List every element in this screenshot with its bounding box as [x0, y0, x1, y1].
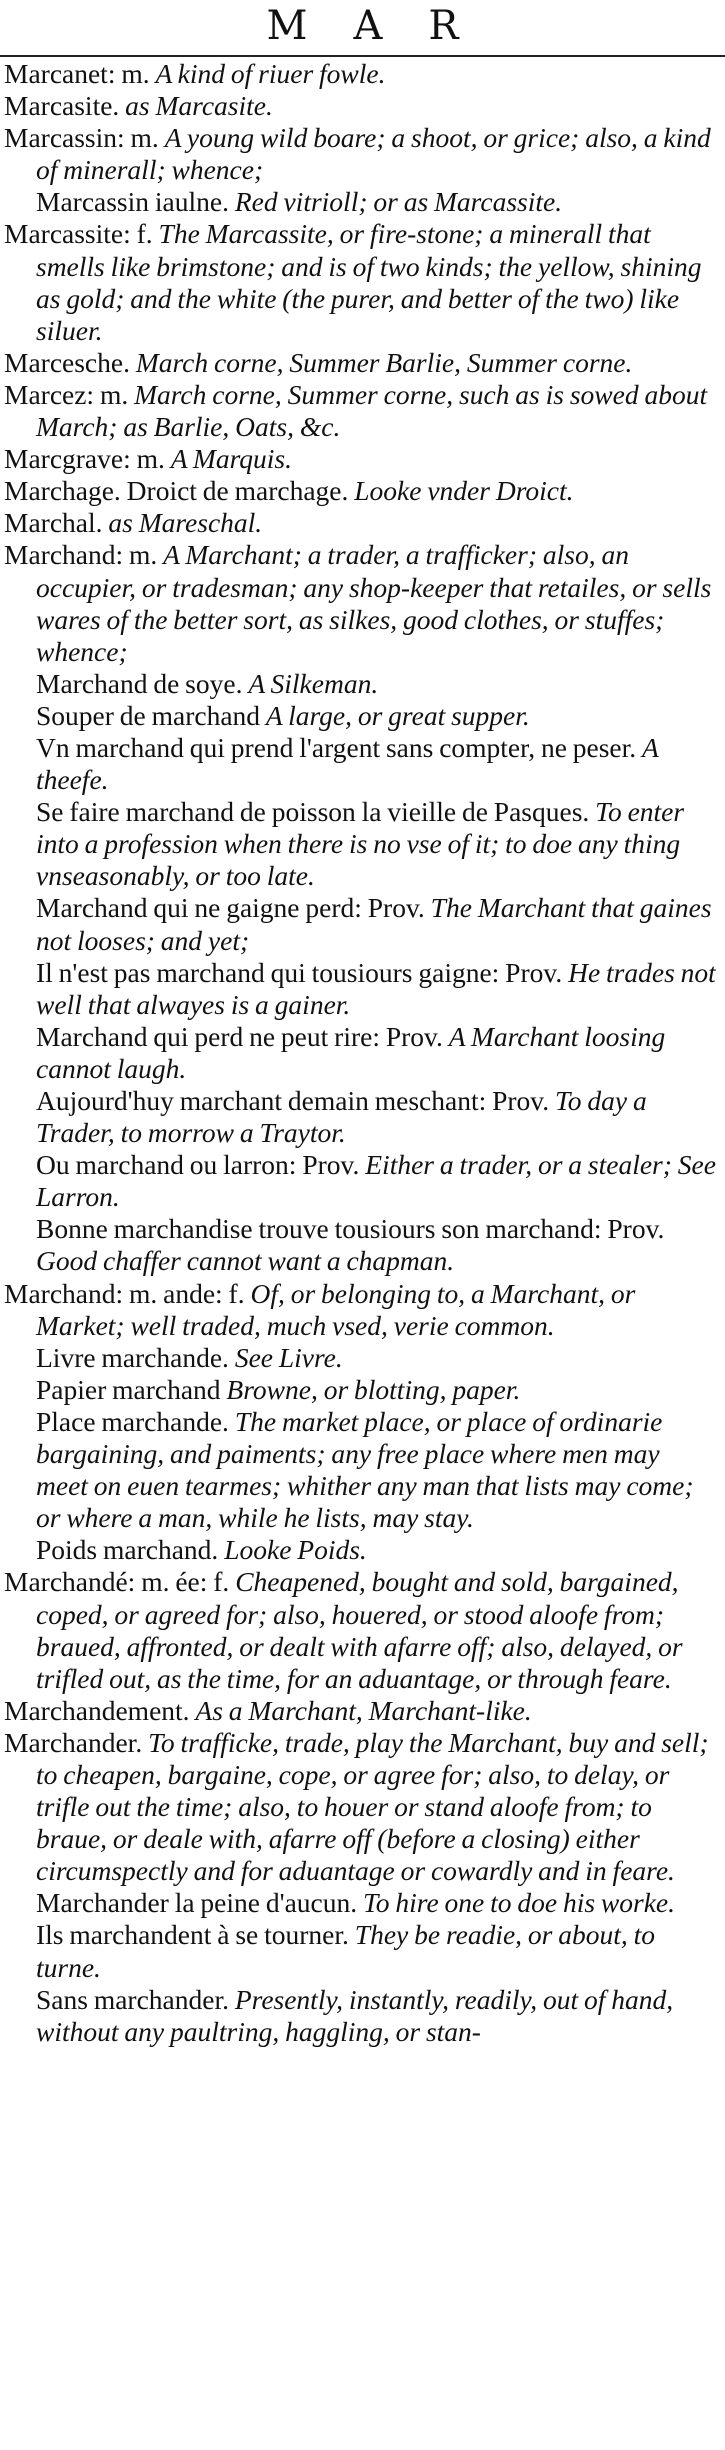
- headword: Papier marchand: [36, 1373, 227, 1405]
- sub-entry: [4, 1213, 716, 1277]
- headword: Marchandement.: [4, 1694, 196, 1726]
- definition: To hire one to doe his worke.: [362, 1887, 676, 1919]
- definition: A kind of riuer fowle.: [155, 58, 386, 89]
- headword: Marcgrave: m.: [4, 443, 171, 475]
- dictionary-entry: [4, 1278, 716, 1342]
- headword: Vn marchand qui prend l'argent sans compter, ne peser.: [36, 731, 643, 763]
- definition: Of, or belonging to, a Marchant, or Market; well traded, much vsed, verie common.: [36, 1277, 636, 1341]
- definition: as Marcasite.: [125, 90, 273, 122]
- definition: As a Marchant, Marchant-like.: [195, 1694, 532, 1726]
- headword: Il n'est pas marchand qui tousiours gaigne: Prov.: [36, 956, 569, 988]
- dictionary-entry: [4, 475, 716, 507]
- sub-entry: [4, 1374, 716, 1406]
- dictionary-entry: [4, 218, 716, 346]
- headword: Souper de marchand: [36, 699, 266, 731]
- headword: Marchander.: [4, 1726, 149, 1758]
- headword: Poids marchand.: [36, 1534, 225, 1566]
- definition: Red vitrioll; or as Marcassite.: [234, 186, 563, 218]
- headword: Marchand qui perd ne peut rire: Prov.: [36, 1020, 449, 1052]
- definition: Presently, instantly, readily, out of hand, without any paultring, haggling, or stan-: [36, 1983, 674, 2047]
- definition: A young wild boare; a shoot, or grice; also, a kind of minerall; whence;: [36, 122, 711, 186]
- headword: Ils marchandent à se tourner.: [36, 1919, 355, 1951]
- definition: as Mareschal.: [108, 507, 263, 539]
- sub-entry: [4, 957, 716, 1021]
- definition: A Marchant loosing cannot laugh.: [36, 1020, 666, 1084]
- definition: A Silkeman.: [248, 667, 379, 699]
- headword: Marchandé: m. ée: f.: [4, 1566, 236, 1598]
- sub-entry: [4, 1021, 716, 1085]
- definition: The market place, or place of ordinarie bargaining, and paiments; any free place where men may meet on euen tearmes; whither any man that lists may come; or where a man, while he lists, may stay.: [36, 1405, 694, 1534]
- headword: Marchal.: [4, 507, 109, 539]
- sub-entry: [4, 1534, 716, 1566]
- sub-entry: [4, 668, 716, 700]
- headword: Marchage. Droict de marchage.: [4, 475, 355, 507]
- definition: A Marchant; a trader, a trafficker; also, an occupier, or tradesman; any shop-keeper that retailes, or sells wares of the better sort, as silkes, good clothes, or stuffes; whence;: [36, 539, 712, 667]
- sub-entry: [4, 1406, 716, 1534]
- definition: A large, or great supper.: [265, 699, 530, 731]
- definition: To trafficke, trade, play the Marchant, buy and sell; to cheapen, bargaine, cope, or agree for; also, to delay, or trifle out the time; also, to houer or stand aloofe from; to braue, or deale with, afarre off (before a closing) either circumspectly and for aduantage or cowardly and in feare.: [36, 1726, 709, 1887]
- dictionary-entry: [4, 1695, 716, 1727]
- sub-entry: [4, 700, 716, 732]
- sub-entry: [4, 1085, 716, 1149]
- dictionary-entry: [4, 443, 716, 475]
- headword: Se faire marchand de poisson la vieille de Pasques.: [36, 796, 596, 828]
- headword: Bonne marchandise trouve tousiours son marchand: Prov.: [36, 1213, 665, 1245]
- headword: Sans marchander.: [36, 1983, 235, 2015]
- definition: Good chaffer cannot want a chapman.: [36, 1245, 455, 1277]
- sub-entry: [4, 1984, 716, 2048]
- sub-entry: [4, 732, 716, 796]
- dictionary-entry: [4, 539, 716, 667]
- sub-entry: [4, 1149, 716, 1213]
- sub-entry: [4, 796, 716, 892]
- dictionary-entry: [4, 1566, 716, 1694]
- headword: Marcez: m.: [4, 378, 135, 410]
- definition: To day a Trader, to morrow a Traytor.: [36, 1085, 647, 1149]
- headword: Marcassin: m.: [4, 122, 165, 154]
- definition: To enter into a profession when there is no vse of it; to doe any thing vnseasonably, or too late.: [36, 796, 685, 892]
- definition: The Marchant that gaines not looses; and yet;: [36, 892, 712, 956]
- headword: Marcanet: m.: [4, 58, 156, 89]
- headword: Aujourd'huy marchant demain meschant: Prov.: [36, 1085, 556, 1116]
- page-header: MAR: [266, 3, 505, 49]
- headword: Marchander la peine d'aucun.: [36, 1887, 363, 1919]
- definition: He trades not well that alwayes is a gainer.: [36, 956, 716, 1020]
- headword: Marcassite: f.: [4, 218, 159, 250]
- definition: March corne, Summer corne, such as is sowed about March; as Barlie, Oats, &c.: [36, 378, 708, 443]
- sub-entry: [4, 1887, 716, 1919]
- definition: A theefe.: [36, 731, 659, 796]
- headword: Marcesche.: [4, 346, 136, 378]
- dictionary-entry: [4, 507, 716, 539]
- sub-entry: [4, 186, 716, 218]
- dictionary-entry: [4, 347, 716, 379]
- headword: Marchand: m.: [4, 539, 164, 571]
- sub-entry: [4, 1342, 716, 1374]
- definition: Browne, or blotting, paper.: [226, 1373, 521, 1405]
- headword: Marchand: m. ande: f.: [4, 1277, 251, 1309]
- headword: Marcassin iaulne.: [36, 186, 235, 218]
- header-rule: [0, 55, 725, 57]
- definition: March corne, Summer Barlie, Summer corne.: [135, 346, 633, 378]
- sub-entry: [4, 892, 716, 956]
- dictionary-column: [4, 58, 716, 2448]
- dictionary-entry: [4, 379, 716, 443]
- headword: Place marchande.: [36, 1405, 235, 1437]
- headword: Marchand qui ne gaigne perd: Prov.: [36, 892, 431, 924]
- definition: Looke Poids.: [224, 1534, 367, 1566]
- definition: Looke vnder Droict.: [354, 475, 574, 507]
- headword: Marchand de soye.: [36, 667, 249, 699]
- sub-entry: [4, 1919, 716, 1983]
- dictionary-entry: [4, 90, 716, 122]
- dictionary-entry: [4, 58, 716, 90]
- dictionary-entry: [4, 1727, 716, 1887]
- definition: Cheapened, bought and sold, bargained, coped, or agreed for; also, houered, or stood aloofe from; braued, affronted, or dealt with afarre off; also, delayed, or trifled out, as the time, for an aduantage, or through feare.: [36, 1566, 683, 1694]
- definition: See Livre.: [234, 1341, 343, 1373]
- definition: They be readie, or about, to turne.: [36, 1919, 656, 1983]
- dictionary-entry: [4, 122, 716, 186]
- headword: Livre marchande.: [36, 1341, 235, 1373]
- definition: Either a trader, or a stealer; See Larron.: [36, 1149, 716, 1213]
- headword: Ou marchand ou larron: Prov.: [36, 1149, 366, 1181]
- definition: The Marcassite, or fire-stone; a minerall that smells like brimstone; and is of two kinds; the yellow, shining as gold; and the white (the purer, and better of the two) like siluer.: [36, 218, 702, 346]
- definition: A Marquis.: [170, 443, 292, 475]
- headword: Marcasite.: [4, 90, 126, 122]
